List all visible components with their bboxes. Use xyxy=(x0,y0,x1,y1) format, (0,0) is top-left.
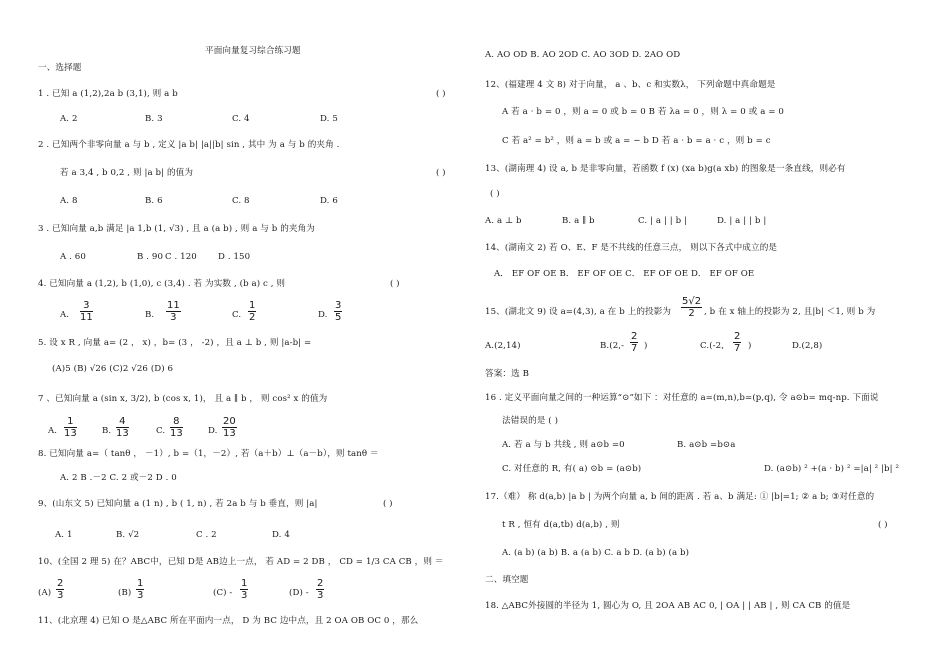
question-12-options-cd: C 若 a² = b² ，则 a = b 或 a = − b D 若 a · b = a · c ，则 b = c xyxy=(502,136,771,146)
question-7-fraction-d: $\frac{20}{13}$ xyxy=(223,416,236,439)
question-8-options: A. 2 B .－2 C. 2 或－2 D . 0 xyxy=(60,473,177,483)
question-9-option-d: D. 4 xyxy=(272,530,290,540)
question-16-option-a: A. 若 a 与 b 共线 , 则 a⊙b =0 xyxy=(502,440,625,450)
question-2-option-d: D. 6 xyxy=(320,196,338,206)
question-9-option-c: C . 2 xyxy=(196,530,217,540)
question-7-option-a: A. xyxy=(48,426,58,436)
question-15-option-c: C.(-2, xyxy=(700,341,725,351)
question-2-answer-paren: ( ) xyxy=(436,168,446,178)
question-13-option-d: D. | a | | b | xyxy=(717,216,767,226)
question-10-stem: 10、(全国 2 理 5) 在？ABC中，已知 D是 AB边上一点， 若 AD = 2 DB ， CD = 1/3 CA CB ，则 ＝ xyxy=(38,557,444,567)
question-10-option-b: (B) xyxy=(118,588,132,598)
question-10-fraction-a: $\frac{2}{3}$ xyxy=(57,578,64,601)
section-heading-choice: 一、选择题 xyxy=(38,63,82,73)
question-15-option-b: B.(2,- xyxy=(600,341,625,351)
question-3-stem: 3 . 已知向量 a,b 满足 |a 1,b (1, √3) , 且 a (a b) , 则 a 与 b 的夹角为 xyxy=(38,224,315,234)
question-4-fraction-d: $\frac{3}{5}$ xyxy=(335,300,342,323)
question-3-option-d: D . 150 xyxy=(218,252,251,262)
question-15-answer: 答案：选 B xyxy=(485,369,530,379)
question-17-options: A. (a b) (a b) B. a (a b) C. a b D. (a b) (a b) xyxy=(502,548,690,558)
question-1-stem: 1 . 已知 a (1,2),2a b (3,1), 则 a b xyxy=(38,89,178,99)
question-12-stem: 12、(福建理 4 文 8) 对于向量， a 、b、c 和实数λ， 下列命题中真命题是 xyxy=(485,80,776,90)
question-7-stem: 7 、已知向量 a (sin x, 3/2), b (cos x, 1)， 且 a ∥ b ， 则 cos² x 的值为 xyxy=(38,394,328,404)
question-10-fraction-c: $\frac{1}{3}$ xyxy=(241,578,248,601)
question-9-stem: 9、(山东文 5) 已知向量 a (1 n) , b ( 1, n) , 若 2a b 与 b 垂直，则 |a| xyxy=(38,499,318,509)
question-15-option-c-close: ) xyxy=(748,341,752,351)
question-7-option-c: C. xyxy=(156,426,166,436)
question-9-answer-paren: ( ) xyxy=(383,499,393,509)
question-14-options: A． EF OF OE B． EF OF OE C． EF OF OE D． EF OF OE xyxy=(494,269,755,279)
question-15-option-b-close: ) xyxy=(644,341,648,351)
question-15-fraction-c: $\frac{2}{7}$ xyxy=(734,331,741,354)
question-13-answer-paren: ( ) xyxy=(490,189,500,199)
question-16-stem: 16 . 定义平面向量之间的一种运算“⊙”如下 ：对任意的 a=(m,n),b=(p,q), 令 a⊙b= mq-np. 下面说 xyxy=(485,393,879,403)
question-11-options: A. AO OD B. AO 2OD C. AO 3OD D. 2AO OD xyxy=(485,50,681,60)
question-10-option-d: (D) - xyxy=(289,588,309,598)
question-7-fraction-b: $\frac{4}{13}$ xyxy=(116,416,129,439)
question-2-option-a: A. 8 xyxy=(60,196,78,206)
question-1-option-a: A. 2 xyxy=(60,114,78,124)
question-10-fraction-d: $\frac{2}{3}$ xyxy=(317,578,324,601)
question-10-fraction-b: $\frac{1}{3}$ xyxy=(137,578,144,601)
document-title: 平面向量复习综合练习题 xyxy=(205,46,301,56)
question-7-fraction-a: $\frac{1}{13}$ xyxy=(64,416,77,439)
left-column xyxy=(0,0,470,671)
question-1-option-b: B. 3 xyxy=(145,114,163,124)
question-2-stem: 2 . 已知两个非零向量 a 与 b , 定义 |a b| |a||b| sin , 其中 为 a 与 b 的夹角 . xyxy=(38,140,340,150)
question-4-option-b: B. xyxy=(145,310,155,320)
question-3-option-b: B . 90 xyxy=(137,252,164,262)
question-7-option-d: D. xyxy=(208,426,218,436)
question-16-stem-continued: 法错误的是 ( ) xyxy=(502,416,559,426)
question-7-fraction-c: $\frac{8}{13}$ xyxy=(170,416,183,439)
question-15-stem: 15、(湖北文 9) 设 a=(4,3), a 在 b 上的投影为 xyxy=(485,307,672,317)
question-13-stem: 13、(湖南理 4) 设 a, b 是非零向量，若函数 f (x) (xa b)g(a xb) 的图象是一条直线，则必有 xyxy=(485,164,846,174)
question-17-condition: t R , 恒有 d(a,tb) d(a,b) , 则 xyxy=(502,520,620,530)
question-5-options: (A)5 (B) √26 (C)2 √26 (D) 6 xyxy=(52,364,174,374)
question-4-answer-paren: ( ) xyxy=(390,279,400,289)
question-1-answer-paren: ( ) xyxy=(436,89,446,99)
question-7-option-b: B. xyxy=(102,426,112,436)
question-2-option-b: B. 6 xyxy=(145,196,163,206)
question-13-option-a: A. a ⊥ b xyxy=(485,216,522,226)
question-15-option-d: D.(2,8) xyxy=(792,341,823,351)
question-4-option-d: D. xyxy=(318,310,328,320)
question-2-option-c: C. 8 xyxy=(232,196,250,206)
question-4-stem: 4. 已知向量 a (1,2), b (1,0), c (3,4) . 若 为实数 , (b a) c , 则 xyxy=(38,279,286,289)
question-4-option-a: A. xyxy=(60,310,70,320)
question-13-option-b: B. a ∥ b xyxy=(562,216,595,226)
question-16-option-b: B. a⊙b =b⊙a xyxy=(677,440,736,450)
question-4-option-c: C. xyxy=(232,310,242,320)
question-1-option-c: C. 4 xyxy=(232,114,250,124)
question-10-option-c: (C) - xyxy=(213,588,233,598)
question-11-stem: 11、(北京理 4) 已知 O 是△ABC 所在平面内一点， D 为 BC 边中点，且 2 OA OB OC 0 ，那么 xyxy=(38,616,419,626)
question-9-option-a: A. 1 xyxy=(55,530,73,540)
question-14-stem: 14、(湖南文 2) 若 O、E、F 是不共线的任意三点， 则以下各式中成立的是 xyxy=(485,243,778,253)
question-5-stem: 5. 设 x R , 向量 a= (2 ， x) ，b= (3 ， -2) ，且 a ⊥ b , 则 |a-b| = xyxy=(38,338,312,348)
question-13-option-c: C. | a | | b | xyxy=(638,216,687,226)
question-8-stem: 8. 已知向量 a=（ tanθ ， －1）, b =（1，－2）, 若（a＋b）⊥（a－b），则 tanθ ＝ xyxy=(38,449,379,459)
question-17-answer-paren: ( ) xyxy=(878,520,888,530)
question-15-option-a: A.(2,14) xyxy=(485,341,521,351)
question-15-projection-fraction: $\frac{5√2}{2}$ xyxy=(682,296,702,319)
question-17-stem: 17.（难） 称 d(a,b) |a b | 为两个向量 a, b 间的距离 . 若 a、b 满足: ① |b|=1; ② a b; ③对任意的 xyxy=(485,492,875,502)
question-10-option-a: (A) xyxy=(38,588,52,598)
question-16-option-c: C. 对任意的 R, 有( a) ⊙b = (a⊙b) xyxy=(502,464,642,474)
question-15-fraction-b: $\frac{2}{7}$ xyxy=(631,331,638,354)
question-4-fraction-c: $\frac{1}{2}$ xyxy=(249,300,256,323)
question-4-fraction-a: $\frac{3}{11}$ xyxy=(80,300,93,323)
question-15-stem-continued: , b 在 x 轴上的投影为 2, 且|b| ＜1, 则 b 为 xyxy=(704,307,876,317)
question-3-option-a: A . 60 xyxy=(60,252,86,262)
question-18-stem: 18. △ABC外接圆的半径为 1, 圆心为 O, 且 2OA AB AC 0, | OA | | AB | , 则 CA CB 的值是 xyxy=(485,601,851,611)
question-12-options-ab: A 若 a · b = 0 ，则 a = 0 或 b = 0 B 若 λa = 0 ，则 λ = 0 或 a = 0 xyxy=(502,107,784,117)
section-heading-fill: 二、填空题 xyxy=(485,575,529,585)
question-9-option-b: B. √2 xyxy=(116,530,140,540)
question-4-fraction-b: $\frac{11}{3}$ xyxy=(167,300,180,323)
right-column xyxy=(478,0,950,671)
question-3-option-c: C . 120 xyxy=(165,252,197,262)
question-2-condition: 若 a 3,4 , b 0,2 , 则 |a b| 的值为 xyxy=(60,168,194,178)
question-16-option-d: D. (a⊙b) ² +(a · b) ² =|a| ² |b| ² xyxy=(764,464,900,474)
question-1-option-d: D. 5 xyxy=(320,114,338,124)
